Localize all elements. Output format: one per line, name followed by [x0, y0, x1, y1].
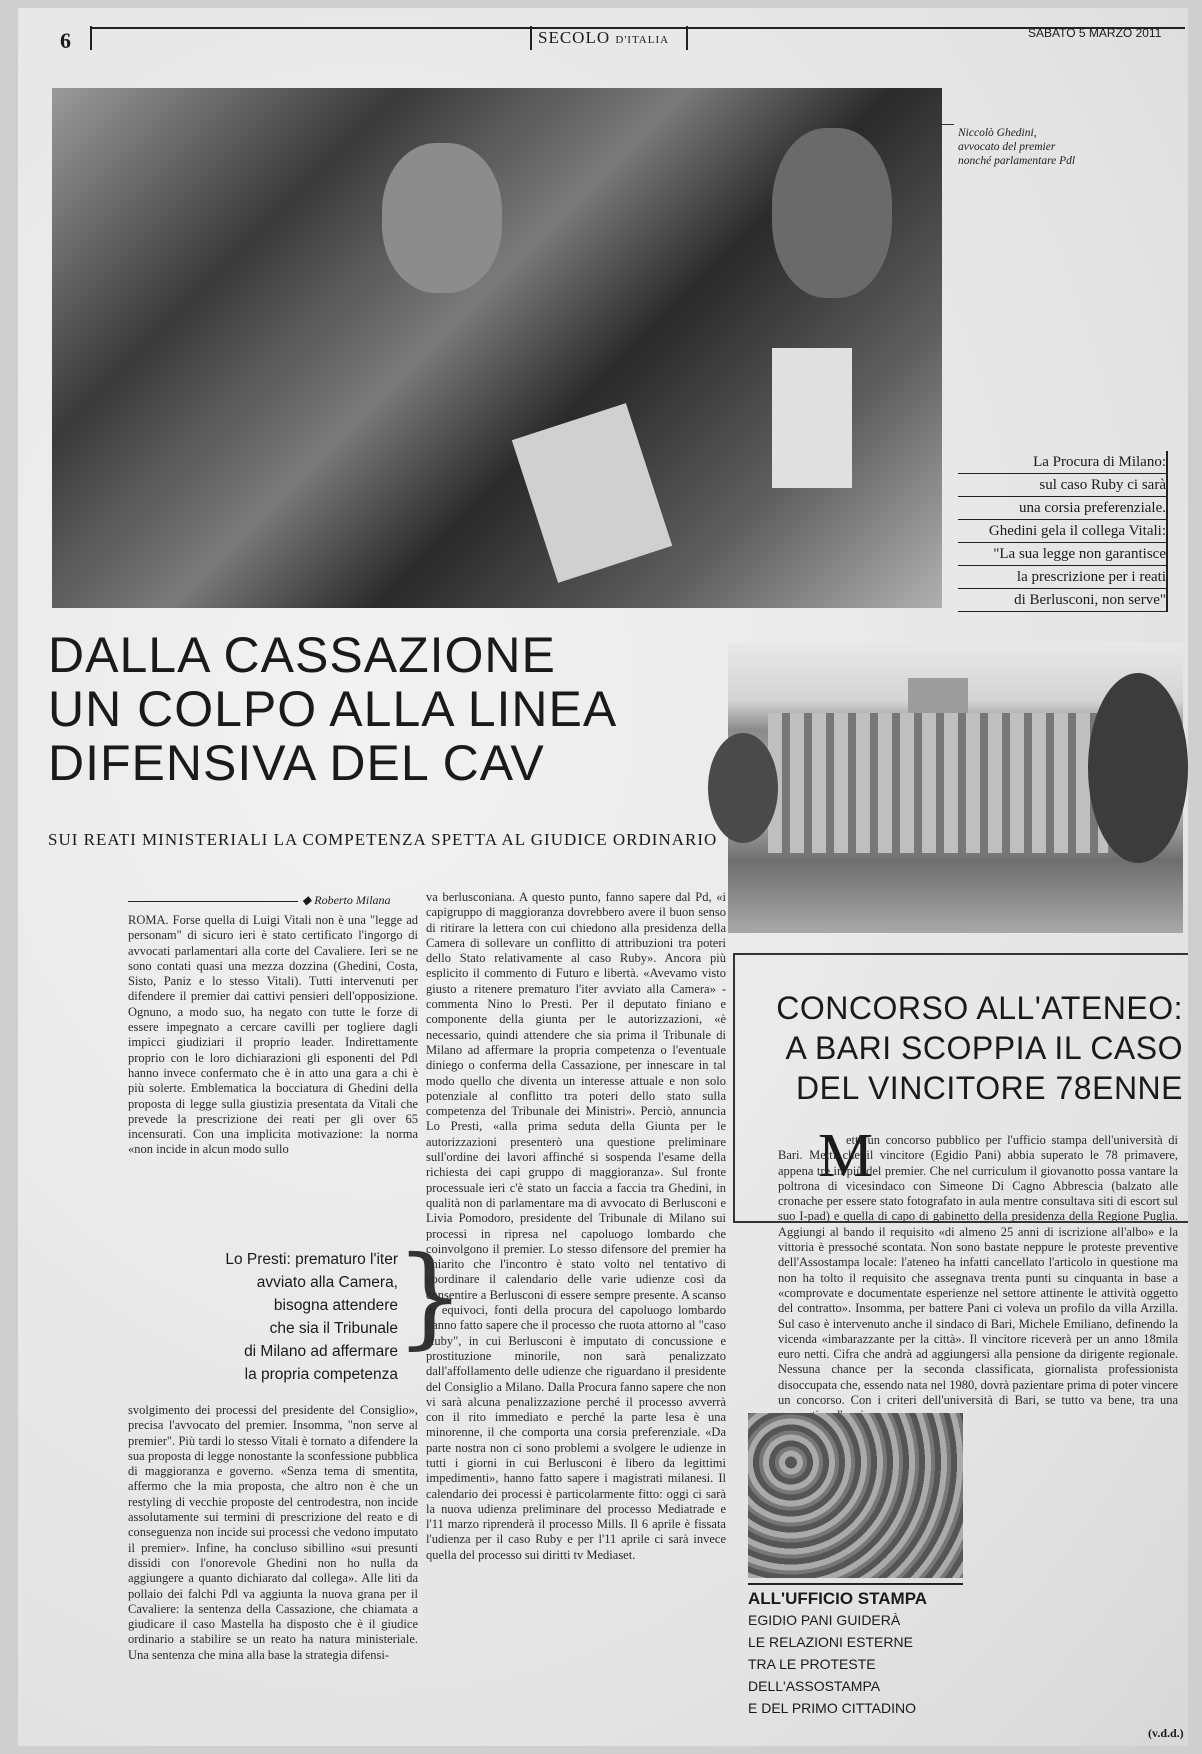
drop-cap: M: [818, 1122, 874, 1190]
header-divider: [686, 26, 688, 50]
pull-quote-procura: La Procura di Milano: sul caso Ruby ci sarà una corsia preferenziale. Ghedini gela il collega Vitali: "La sua legge non garantisce la prescrizione per i reati di Berlusconi, non serve": [958, 451, 1168, 612]
newspaper-page: [18, 8, 1188, 1746]
byline: ◆ Roberto Milana: [128, 893, 391, 908]
caption-rule: [938, 124, 954, 125]
brace-ornament: }: [395, 1232, 465, 1360]
newspaper-brand: SECOLO D'ITALIA: [538, 28, 670, 47]
header-divider: [530, 26, 532, 50]
article-column-1-cont: svolgimento dei processi del presidente del Consiglio», precisa l'avvocato del premier. Insomma, "non serve al premier". Più tardi lo stesso Vitali è tornato a difendere la sua proposta di legge nonostante la sconfessione pubblica di maggioranza e governo. «Senza tema di smentita, affermo che la mia proposta, che altro non è che un restyling di vecchie proposte del centrodestra, non incide assolutamente sui termini di prescrizione del reato e di conseguenza non incide sui processi che vedono imputato il premier». Infine, ha concluso sibillino «sui presunti dissidi con l'onorevole Ghedini non ho nulla da aggiungere a quanto dichiarato dal collega». Alle liti da pollaio dei falchi Pdl va aggiunta la nuova grana per il Cavaliere: la sentenza della Cassazione, che chiamata a giudicare il caso Mastella ha disposto che è il giudice ordinario a stabilire se un reato ha natura ministeriale. Una sentenza che mina alla base la strategia difensi-: [128, 1403, 418, 1662]
ghedini-photo: [52, 88, 942, 608]
page-number: 6: [60, 28, 71, 53]
subheadline: SUI REATI MINISTERIALI LA COMPETENZA SPETTA AL GIUDICE ORDINARIO: [48, 830, 718, 849]
concorso-article: etti un concorso pubblico per l'ufficio stampa dell'università di Bari. Metti che il vincitore (Egidio Pani) abbia superato le 78 primavere, appena tre in più del premier. Che nel curriculum il giovanotto possa vantare la poltrona di vicesindaco con Simeone Di Cagno Abbrescia (balzato alle cronache per essere stato fotografato in aula mentre consultava siti di escort sul suo I-pad) e quella di capo di gabinetto della presidenza della Regione Puglia. Aggiungi al bando il requisito «di almeno 25 anni di iscrizione all'albo» e la vittoria è pressoché scontata. Non sono bastate neppure le proteste preventive dell'Assostampa locale: l'ateneo ha infatti cancellato l'articolo in questione ma non ha tolto il requisito che assegnava trenta punti su cinquanta in base a «comprovate e documentate esperienze nel settore attinente le attività oggetto del contratto». Insomma, per battere Pani ci voleva un profilo da villa Arzilla. Sul caso è intervenuto anche il sindaco di Bari, Michele Emiliano, definendo la vicenda «imbarazzante per la città». Il vincitore riceverà per un anno 18mila euro netti. Cifra che andrà ad aggiungersi alla pensione da dirigente regionale. Nessuna chance per la seconda classificata, giornalista professionista disoccupata che, essendo nata nel 1980, dovrà pazientare prima di poter vincere un concorso. Con i criteri dell'università di Bari, se tutto va bene, tra una: [778, 1133, 1178, 1408]
pull-quote-lopresti: Lo Presti: prematuro l'iter avviato alla Camera, bisogna attendere che sia il Tribunale di Milano ad affermare la propria competenza: [225, 1251, 398, 1383]
concorso-headline: CONCORSO ALL'ATENEO: A BARI SCOPPIA IL CASO DEL VINCITORE 78ENNE: [776, 990, 1183, 1106]
photo-caption: Niccolò Ghedini, avvocato del premier nonché parlamentare Pdl: [958, 127, 1076, 167]
issue-date: SABATO 5 MARZO 2011: [1028, 26, 1162, 40]
article-column-1: ROMA. Forse quella di Luigi Vitali non è una "legge ad personam" di sicuro ieri è stato certificato l'ingorgo di avvocati parlamentari alla corte del Cavaliere. Ieri se ne sono contati quasi una mezza dozzina (Ghedini, Costa, Sisto, Paniz e lo stesso Vitali). Tutti intervenuti per difendere il premier dai cattivi pensieri dell'opposizione. Ognuno, a modo suo, ha negato con tutte le forze di essere impegnato a cercare cavilli per togliere dagli impicci giudiziari il proprio leader. Indirettamente proprio con le loro dichiarazioni gli esponenti del Pdl hanno invece confermato che è in atto una gara a chi è più solerte. Emblematica la bocciatura di Ghedini della proposta di legge sulla giustizia presentata da Vitali che prevede la prescrizione dei reati per gli over 65 incensurati. Con una implicita motivazione: la norma «non incide in alcun modo sullo: [128, 913, 418, 1157]
university-crowd-photo: [748, 1413, 963, 1578]
article-column-2: va berlusconiana. A questo punto, fanno sapere dal Pd, «i capigruppo di maggioranza dovrebbero avere il buon senso di ritirare la lettera con cui chiedono alla presidenza della Camera di sollevare un conflitto di attribuzioni tra poteri dello Stato relativamente al caso Ruby». Ancora più esplicito il commento di Futuro e libertà. «Avevamo visto giusto a ritenere prematuro l'iter avviato alla Camera» - commenta Nino lo Presti. Per il deputato finiano e componente della giunta per le autorizzazioni, «è necessario, quindi attendere che sia prima il Tribunale di Milano ad affermare la propria competenza o l'eventuale diniego o conferma della Cassazione, per innescare in tal modo quello che diventa un interesse attuale e non solo potenziale al conflitto tra poteri dello stato sulla competenza del Tribunale dei Ministri». Perciò, annuncia Lo Presti, «alla prima seduta della Giunta per le autorizzazioni presenterò una questione preliminare sull'ordine dei lavori affinché si sospenda l'esame della richiesta dei capi gruppo di maggioranza». Sul fronte processuale ieri c'è stato un faccia a faccia tra Ghedini, in qualità non di parlamentare ma di avvocato di Berlusconi e Livia Pomodoro, presidente del Tribunale di Milano sui processi in ripresa nel capoluogo lombardo che coinvolgono il premier. Lo stesso difensore del premier ha chiarito che l'incontro è stato volto nel tentativo di coordinare il calendario delle varie udienze così da consentire a Berlusconi di essere sempre presente. A scanso di equivoci, fonti della procura del capoluogo lombardo hanno fatto sapere che il processo che ruota attorno al "caso Ruby", in cui Berlusconi è imputato di concussione e prostituzione minorile, non sarà penalizzato dall'affollamento delle udienze che riguardano il presidente del Consiglio a Milano. Dalla Procura fanno sapere che non vi sarà alcuna penalizzazione perché il processo avverrà con il rito immediato e perché la parte lesa è una minorenne, il che comporta una corsia preferenziale. «Da parte nostra non ci sono problemi a svolgere le udienze in tutti i giorni in cui Berlusconi è libero da legittimi impedimenti», hanno fatto sapere i magistrati milanesi. Il calendario dei processi è particolarmente fitto: oggi ci sarà la nuova udienza preliminare del processo Mediatrade e l'11 marzo riprenderà il processo Mills. Il 6 aprile è fissata l'udienza per il caso Ruby e per l'11 aprile ci sarà invece quella del processo sui diritti tv Mediaset.: [426, 890, 726, 1562]
signature: (v.d.d.): [1148, 1726, 1184, 1740]
header-divider: [90, 26, 92, 50]
cassazione-building-photo: [728, 643, 1183, 933]
main-headline: DALLA CASSAZIONE UN COLPO ALLA LINEA DIFENSIVA DEL CAV: [48, 627, 618, 791]
ufficio-stampa-box: ALL'UFFICIO STAMPA EGIDIO PANI GUIDERÀ LE RELAZIONI ESTERNE TRA LE PROTESTE DELL'ASSOSTAMPA E DEL PRIMO CITTADINO: [748, 1583, 963, 1719]
